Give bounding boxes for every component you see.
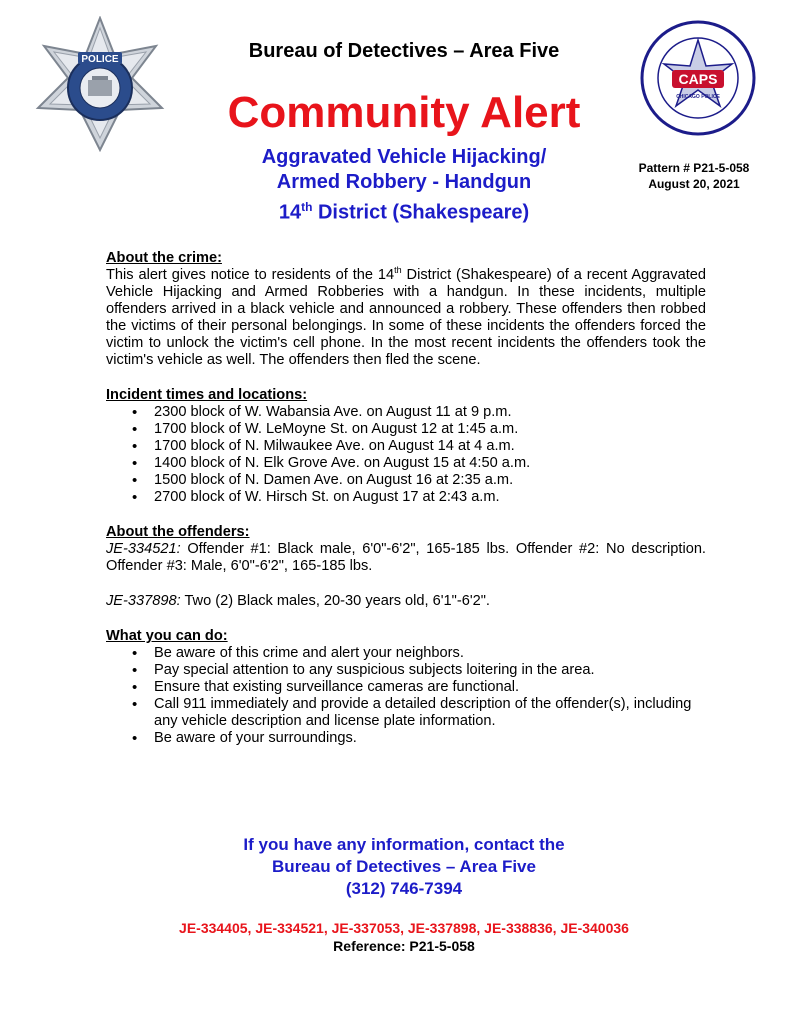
badge-label: POLICE [81,54,119,65]
district-name: District (Shakespeare) [312,201,530,224]
alert-title: Community Alert [227,88,581,137]
pattern-number: Pattern # P21-5-058 [638,161,750,175]
case-id: JE-337898: [106,593,181,609]
district-line [0,195,808,226]
pattern-block [624,160,764,192]
list-item: • Pay special attention to any suspicious subjects loitering in the area. [132,662,706,679]
list-item: • 2300 block of W. Wabansia Ave. on August 11 at 9 p.m. [132,404,706,421]
bureau-title: Bureau of Detectives – Area Five [248,40,560,62]
about-crime-text-part2: District (Shakespeare) of a recent Aggravated Vehicle Hijacking and Armed Robberies with a handgun. In these incidents, multiple offenders arrived in a black vehicle and announced a robbery. These offenders then robbed the victims of their personal belongings. In some of these incidents the offenders forced the victim to unlock the victim's cell phone. In the most recent incidents the offenders took the victim's vehicle as well. The offenders then fled the scene. [106,267,706,368]
offenders-heading: About the offenders: [106,524,250,540]
offender-case-2 [106,593,706,610]
list-item: • 1700 block of N. Milwaukee Ave. on August 14 at 4 a.m. [132,438,706,455]
about-crime-text [106,267,706,369]
what-to-do-heading: What you can do: [106,628,228,644]
case-description: Offender #1: Black male, 6'0"-6'2", 165-185 lbs. Offender #2: No description. Offender #3: Male, 6'0"-6'2", 165-185 lbs. [106,541,706,574]
alert-date: August 20, 2021 [648,177,740,191]
alert-body [106,250,706,747]
contact-block [0,834,808,900]
contact-line-1: If you have any information, contact the [243,835,565,854]
case-id: JE-334521: [106,541,181,557]
about-crime-heading: About the crime: [106,250,222,266]
reference-number: Reference: P21-5-058 [333,938,475,954]
case-description: Two (2) Black males, 20-30 years old, 6'1"-6'2". [180,593,490,609]
offender-case-1 [106,541,706,575]
incident-list [106,404,706,506]
list-item: • Ensure that existing surveillance cameras are functional. [132,679,706,696]
district-suffix: th [301,200,313,214]
caps-sub-label: CHICAGO POLICE [676,94,720,100]
contact-line-2: Bureau of Detectives – Area Five [272,857,536,876]
district-number: 14 [278,201,302,224]
list-item: • 1700 block of W. LeMoyne St. on August 12 at 1:45 a.m. [132,421,706,438]
incidents-heading: Incident times and locations: [106,387,308,403]
list-item: • 1400 block of N. Elk Grove Ave. on August 15 at 4:50 a.m. [132,455,706,472]
list-item: • 1500 block of N. Damen Ave. on August 16 at 2:35 a.m. [132,472,706,489]
list-item: • 2700 block of W. Hirsch St. on August 17 at 2:43 a.m. [132,489,706,506]
advice-list [106,645,706,747]
crime-line-1: Aggravated Vehicle Hijacking/ [261,146,547,168]
contact-phone: (312) 746-7394 [345,879,463,898]
list-item: • Call 911 immediately and provide a detailed description of the offender(s), including any vehicle description and license plate information. [132,696,706,730]
list-item: • Be aware of your surroundings. [132,730,706,747]
case-numbers: JE-334405, JE-334521, JE-337053, JE-337898, JE-338836, JE-340036 [179,920,629,936]
caps-word: CAPS [678,71,718,87]
about-crime-text-sup: th [394,265,402,276]
list-item: • Be aware of this crime and alert your neighbors. [132,645,706,662]
crime-line-2: Armed Robbery - Handgun [276,171,532,193]
about-crime-text-part1: This alert gives notice to residents of the 14 [106,267,395,283]
